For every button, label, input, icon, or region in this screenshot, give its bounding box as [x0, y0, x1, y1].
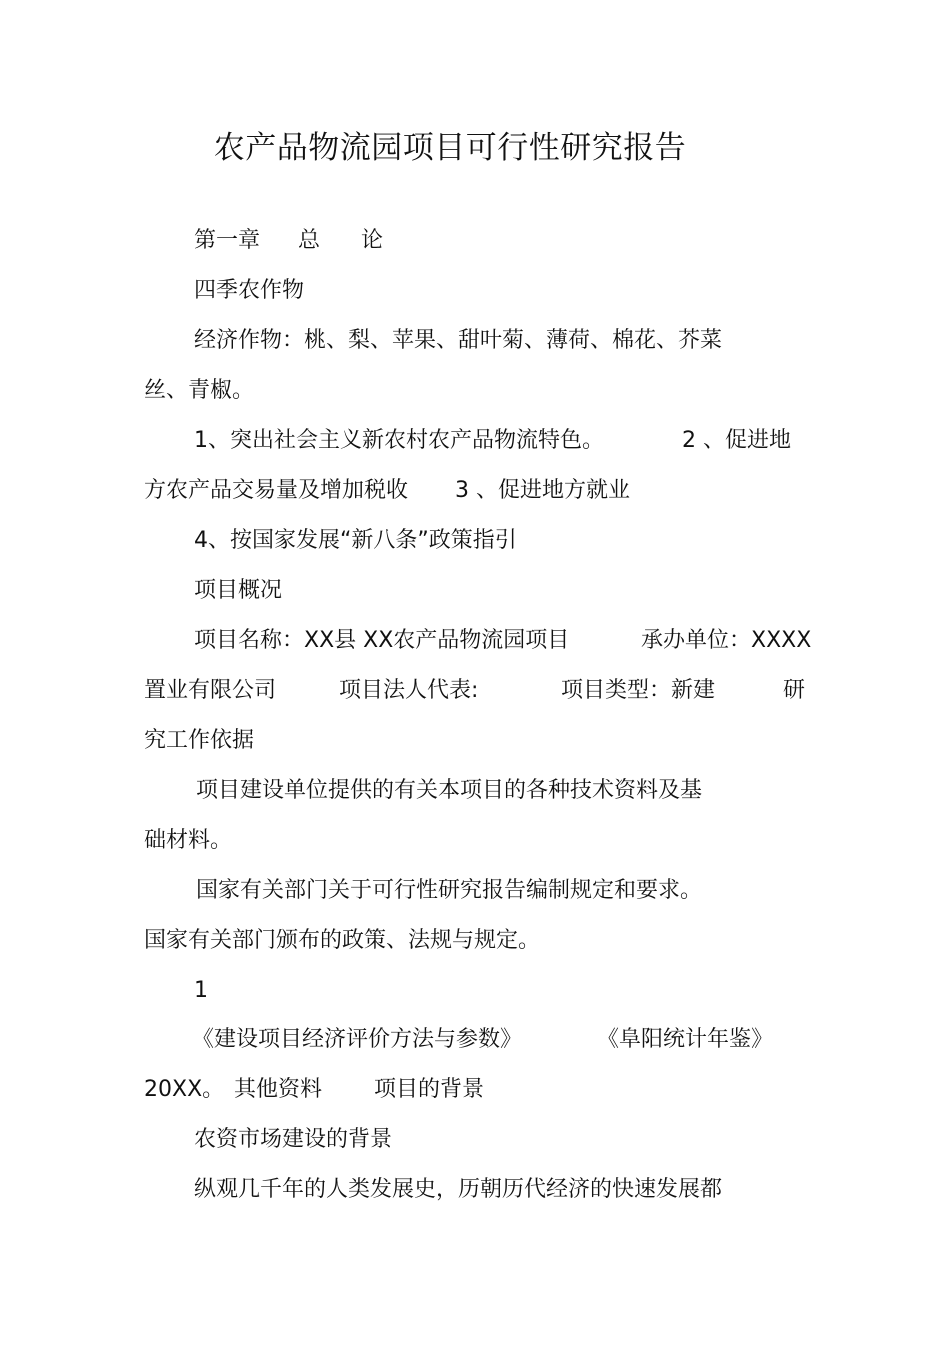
text-segment: 项目类型：新建	[561, 678, 716, 703]
text-line	[196, 876, 702, 906]
text-segment: 20XX。	[144, 1077, 225, 1102]
text-segment: 础材料。	[144, 828, 233, 853]
text-segment: 总	[298, 228, 321, 253]
text-segment: 2 、促进地	[682, 428, 791, 453]
text-segment: 承办单位：XXXX	[641, 628, 812, 653]
text-segment: 第一章	[194, 228, 261, 253]
text-segment: 经济作物：桃、梨、苹果、甜叶菊、薄荷、棉花、芥菜	[194, 328, 723, 353]
text-line	[144, 376, 254, 406]
text-segment: 纵观几千年的人类发展史，历朝历代经济的快速发展都	[194, 1177, 723, 1202]
text-line	[144, 726, 254, 756]
text-line	[144, 826, 232, 856]
text-segment: 项目建设单位提供的有关本项目的各种技术资料及基	[196, 778, 703, 803]
text-segment: 1	[194, 978, 208, 1003]
text-segment: 4、按国家发展“新八条”政策指引	[194, 528, 517, 553]
text-line	[194, 576, 282, 606]
text-segment: 《阜阳统计年鉴》	[597, 1027, 774, 1052]
text-segment: 国家有关部门颁布的政策、法规与规定。	[144, 928, 541, 953]
text-segment: 四季农作物	[194, 278, 305, 303]
text-segment: 究工作依据	[144, 728, 255, 753]
text-segment: 研	[783, 678, 806, 703]
text-segment: 3 、促进地方就业	[455, 478, 630, 503]
text-segment: 国家有关部门关于可行性研究报告编制规定和要求。	[196, 878, 703, 903]
text-line	[194, 526, 517, 556]
text-line	[196, 776, 702, 806]
text-segment: 方农产品交易量及增加税收	[144, 478, 409, 503]
text-line	[194, 326, 722, 356]
text-segment: 项目名称：XX县 XX农产品物流园项目	[194, 628, 570, 653]
text-segment: 丝、青椒。	[144, 378, 255, 403]
text-segment: 农资市场建设的背景	[194, 1127, 393, 1152]
document-title: 农产品物流园项目可行性研究报告	[213, 130, 687, 166]
text-segment: 1、突出社会主义新农村农产品物流特色。	[194, 428, 604, 453]
text-segment: 《建设项目经济评价方法与参数》	[192, 1027, 523, 1052]
text-line	[194, 276, 304, 306]
text-segment: 项目概况	[194, 578, 283, 603]
text-line	[144, 926, 540, 956]
text-segment: 置业有限公司	[144, 678, 277, 703]
text-line	[194, 1125, 392, 1155]
text-segment: 论	[361, 228, 384, 253]
text-line	[194, 976, 208, 1006]
text-segment: 项目的背景	[374, 1077, 485, 1102]
text-segment: 项目法人代表:	[339, 678, 479, 703]
text-segment: 其他资料	[234, 1077, 323, 1102]
text-line	[194, 1175, 722, 1205]
